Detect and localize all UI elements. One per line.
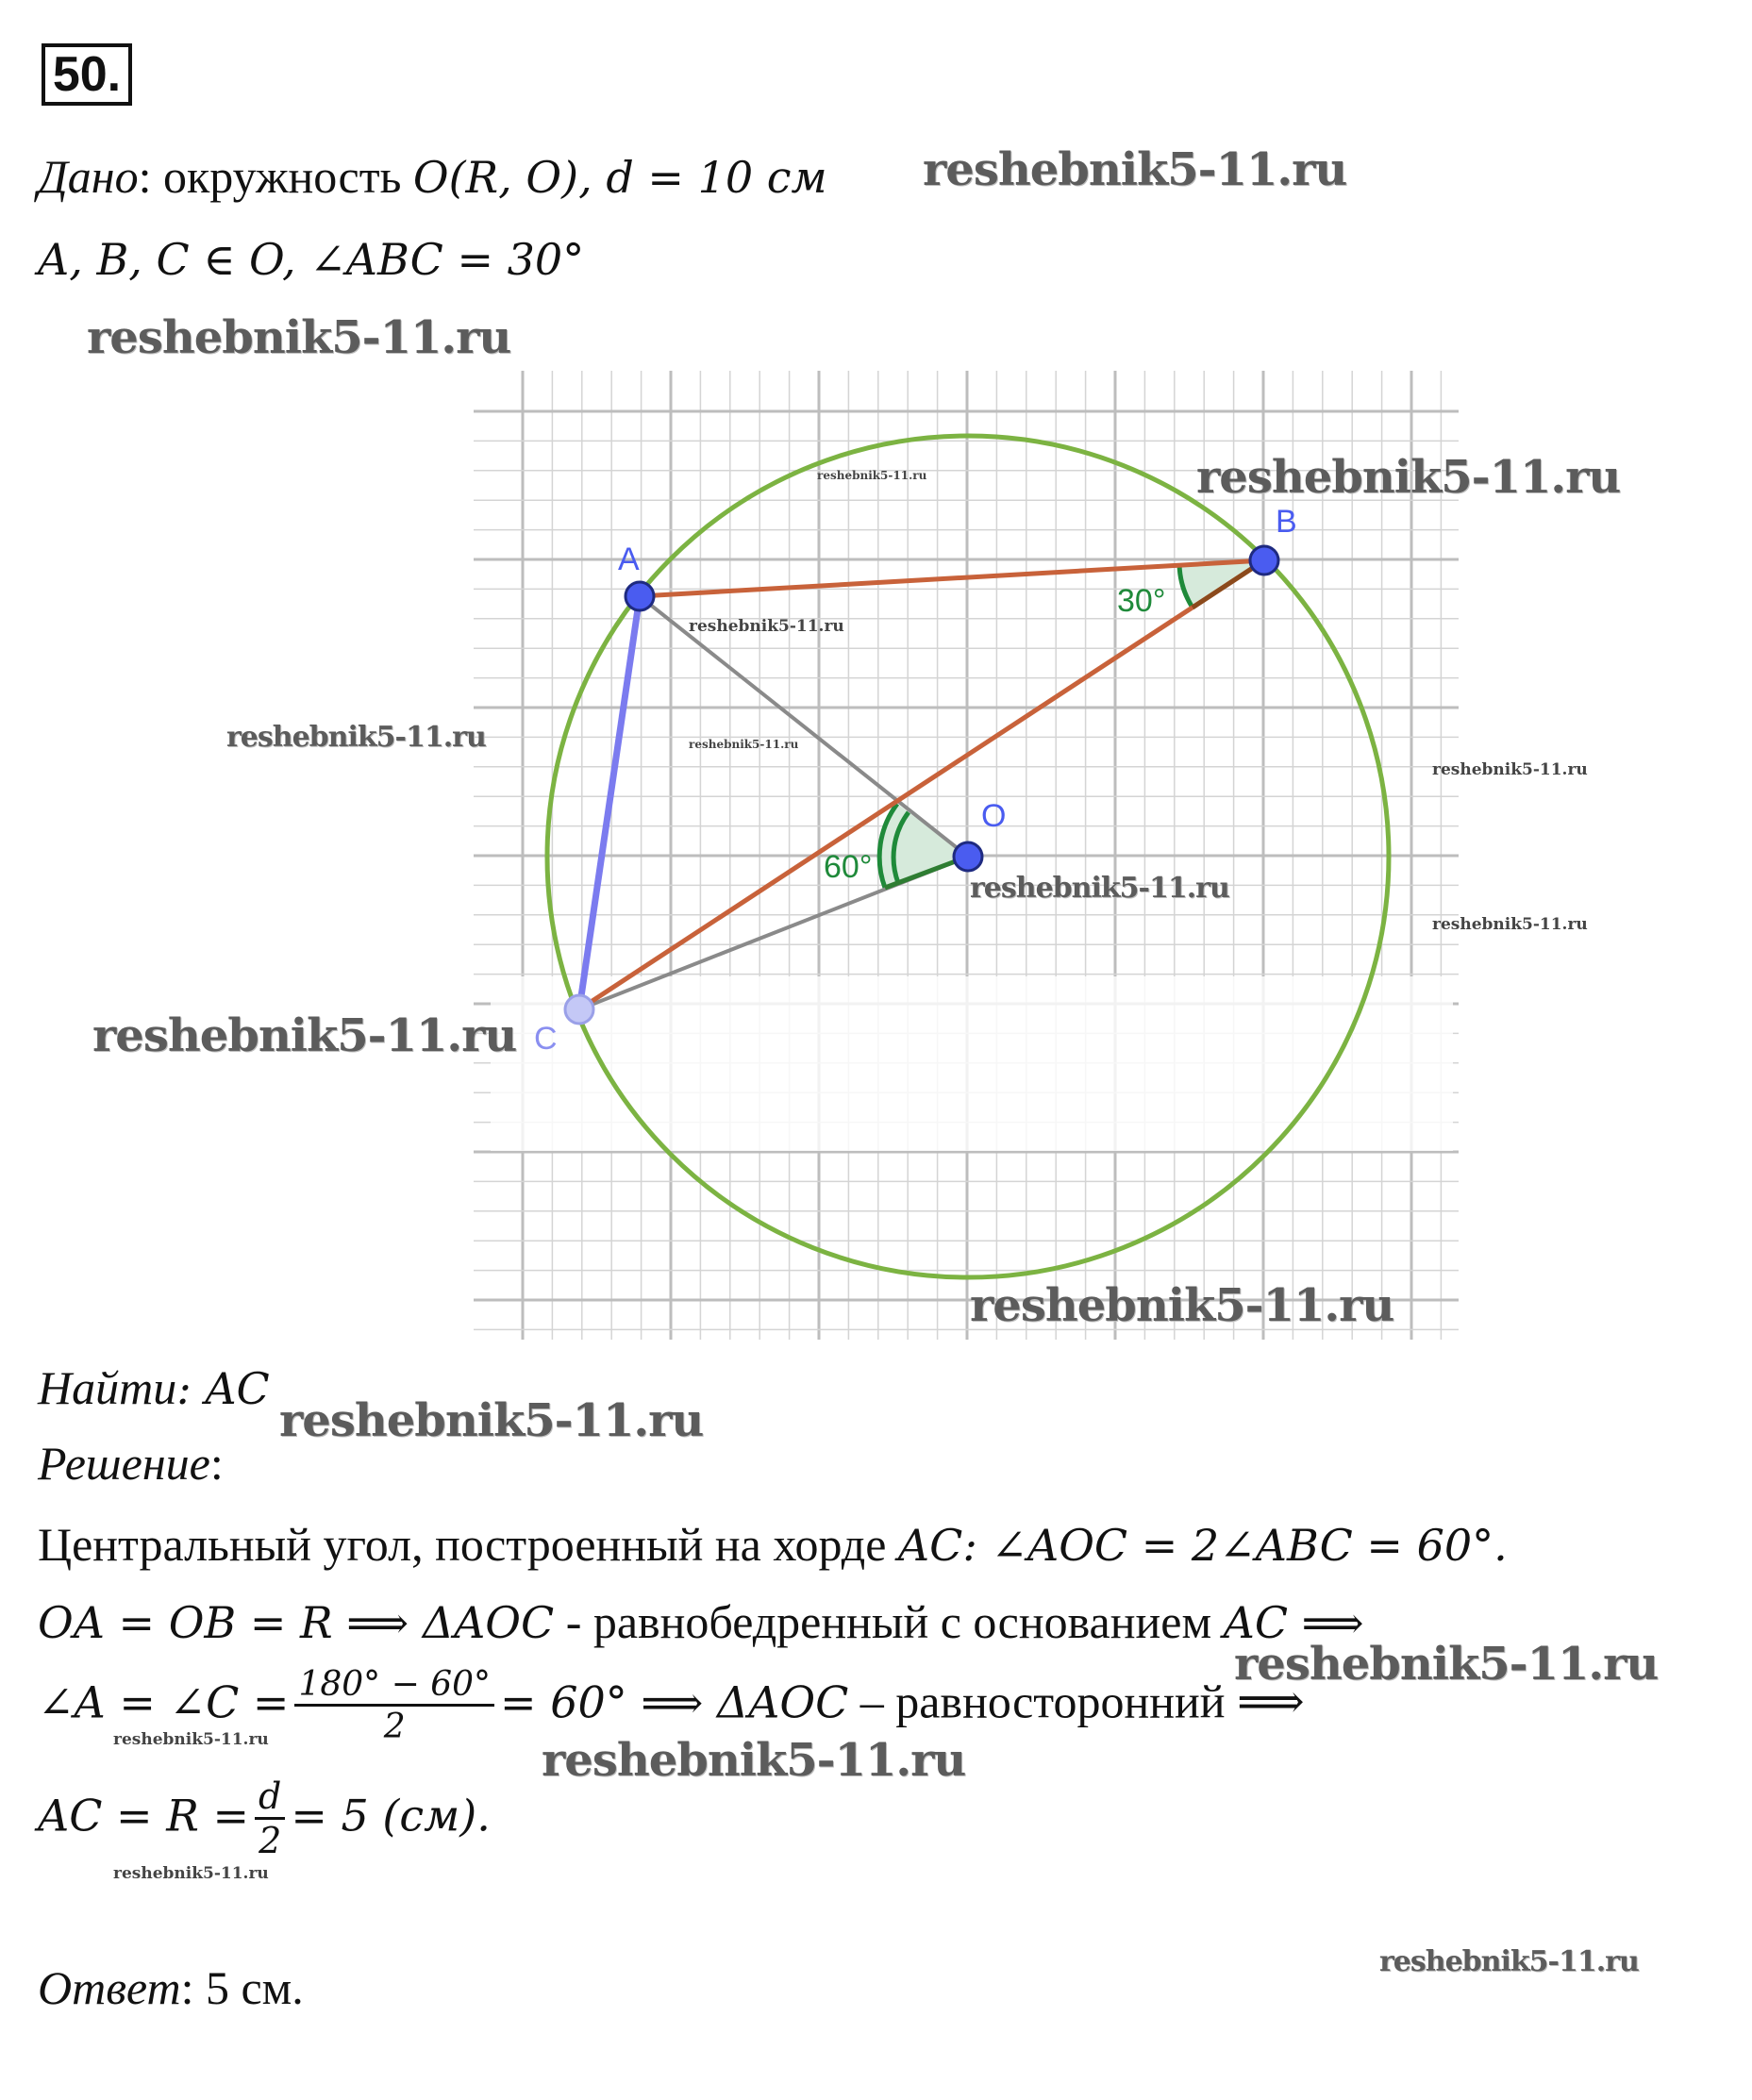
answer-text: : 5 см. xyxy=(180,1961,304,2014)
watermark: reshebnik5-11.ru xyxy=(87,311,511,364)
sol-line2-text: - равнобедренный с основанием xyxy=(554,1595,1224,1648)
solution-line-4 xyxy=(38,1777,491,1862)
watermark: reshebnik5-11.ru xyxy=(1196,451,1621,504)
sol-line3-math-b: = 60° ⟹ ΔAOC xyxy=(500,1676,849,1728)
sol-line3-fraction xyxy=(294,1666,494,1747)
find-label: Найти xyxy=(38,1361,177,1414)
point-b xyxy=(1250,546,1278,575)
sol-line4-math-a: AC = R = xyxy=(38,1790,250,1842)
watermark: reshebnik5-11.ru xyxy=(92,1009,517,1062)
solution-line-2 xyxy=(38,1595,1364,1648)
watermark: reshebnik5-11.ru xyxy=(923,143,1347,196)
label-c: C xyxy=(534,1021,558,1057)
sol-line3-text: – равносторонний ⟹ xyxy=(848,1675,1305,1728)
watermark: reshebnik5-11.ru xyxy=(970,1279,1394,1332)
sol-line2-math-b: AC ⟹ xyxy=(1223,1597,1364,1648)
sol-line3-frac-top: 180° − 60° xyxy=(294,1666,494,1707)
side-ac xyxy=(579,596,640,1009)
angle-b-label: 30° xyxy=(1117,583,1166,619)
given-line-2: A, B, C ∈ O, ∠ABC = 30° xyxy=(38,234,585,285)
watermark: reshebnik5-11.ru xyxy=(689,738,799,751)
angle-o-label: 60° xyxy=(824,849,873,885)
label-b: B xyxy=(1276,504,1297,540)
solution-line-1 xyxy=(38,1518,1508,1571)
solution-colon: : xyxy=(209,1437,224,1490)
find-line xyxy=(38,1361,270,1414)
watermark: reshebnik5-11.ru xyxy=(1432,915,1588,934)
answer-label: Ответ xyxy=(38,1961,181,2014)
watermark: reshebnik5-11.ru xyxy=(1379,1945,1639,1978)
watermark: reshebnik5-11.ru xyxy=(113,1864,269,1883)
watermark: reshebnik5-11.ru xyxy=(279,1394,704,1447)
sol-line3-frac-bot: 2 xyxy=(383,1707,406,1746)
sol-line4-fraction xyxy=(255,1777,285,1862)
label-a: A xyxy=(618,542,640,577)
solution-heading xyxy=(38,1437,224,1490)
side-ab xyxy=(640,560,1264,596)
sol-line3-math-a: ∠A = ∠C = xyxy=(38,1676,290,1728)
watermark: reshebnik5-11.ru xyxy=(113,1730,269,1749)
watermark: reshebnik5-11.ru xyxy=(817,469,927,482)
given-label: Дано xyxy=(38,150,139,203)
watermark-overlay-band xyxy=(491,976,1453,1151)
given-text: : окружность xyxy=(138,150,413,203)
sol-line1-math: AC: ∠AOC = 2∠ABC = 60°. xyxy=(897,1520,1508,1571)
solution-label: Решение xyxy=(38,1437,210,1490)
watermark: reshebnik5-11.ru xyxy=(970,872,1229,905)
sol-line4-math-b: = 5 (см). xyxy=(291,1790,491,1842)
watermark: reshebnik5-11.ru xyxy=(689,617,844,636)
sol-line4-frac-top: d xyxy=(255,1777,285,1820)
watermark: reshebnik5-11.ru xyxy=(226,721,486,754)
answer-line xyxy=(38,1961,304,2014)
sol-line2-math-a: OA = OB = R ⟹ ΔAOC xyxy=(38,1597,555,1648)
watermark: reshebnik5-11.ru xyxy=(1432,760,1588,779)
find-math: : AC xyxy=(176,1363,270,1414)
point-a xyxy=(626,582,654,610)
point-o xyxy=(954,842,982,871)
problem-number: 50. xyxy=(42,43,132,106)
sol-line4-frac-bot: 2 xyxy=(259,1819,282,1861)
given-math: O(R, O), d = 10 см xyxy=(412,152,827,203)
watermark: reshebnik5-11.ru xyxy=(542,1734,966,1787)
sol-line1-text: Центральный угол, построенный на хорде xyxy=(38,1518,898,1571)
watermark: reshebnik5-11.ru xyxy=(1234,1638,1659,1691)
label-o: O xyxy=(981,798,1007,834)
point-c xyxy=(565,995,593,1024)
